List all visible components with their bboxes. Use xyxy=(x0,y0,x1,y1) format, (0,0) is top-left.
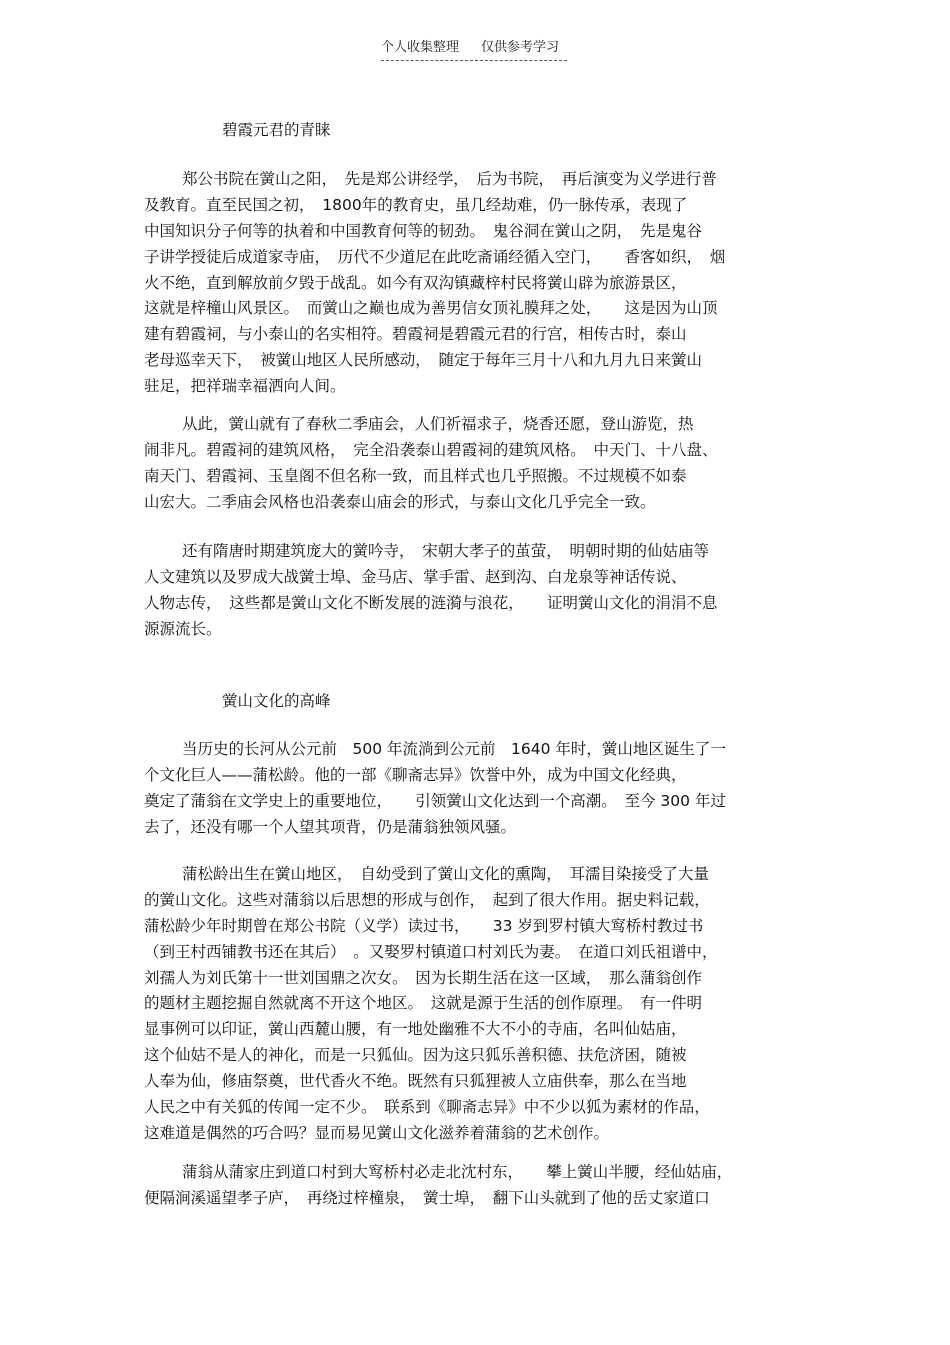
text-line: 刘孺人为刘氏第十一世刘国鼎之次女。 因为长期生活在这一区域， 那么蒲翁创作 xyxy=(144,968,703,987)
text-line: 还有隋唐时期建筑庞大的黉吟寺， 宋朝大孝子的茧萤， 明朝时期的仙姑庙等 xyxy=(182,542,710,560)
text-line: （到王村西铺教书还在其后） 。又娶罗村镇道口村刘氏为妻。 在道口刘氏祖谱中， xyxy=(144,942,718,961)
text-line: 当历史的长河从公元前 500 年流淌到公元前 1640 年时，黉山地区诞生了一 xyxy=(182,740,726,758)
text-line: 显事例可以印证，黉山西麓山腰，有一地处幽雅不大不小的寺庙，名叫仙姑庙， xyxy=(144,1020,687,1039)
text-line: 山宏大。二季庙会风格也沿袭泰山庙会的形式，与泰山文化几乎完全一致。 xyxy=(144,492,656,511)
text-line: 蒲松龄出生在黉山地区， 自幼受到了黉山文化的熏陶， 耳濡目染接受了大量 xyxy=(182,865,710,883)
section-heading: 碧霞元君的青睐 xyxy=(222,121,331,139)
text-line: 建有碧霞祠，与小泰山的名实相符。碧霞祠是碧霞元君的行宫，相传古时，泰山 xyxy=(144,325,687,344)
text-line: 驻足，把祥瑞幸福洒向人间。 xyxy=(144,377,346,396)
text-line: 蒲松龄少年时期曾在郑公书院（义学）读过书， 33 岁到罗村镇大窎桥村教过书 xyxy=(144,916,704,935)
header-left-text: 个人收集整理 xyxy=(381,40,460,55)
text-line: 人物志传， 这些都是黉山文化不断发展的涟漪与浪花， 证明黉山文化的涓涓不息 xyxy=(144,593,718,612)
text-line: 个文化巨人——蒲松龄。他的一部《聊斋志异》饮誉中外，成为中国文化经典， xyxy=(144,765,687,784)
text-line: 去了，还没有哪一个人望其项背，仍是蒲翁独领风骚。 xyxy=(144,817,517,836)
text-line: 人民之中有关狐的传闻一定不少。 联系到《聊斋志异》中不少以狐为素材的作品， xyxy=(144,1098,710,1117)
page-header xyxy=(381,38,567,61)
section-heading: 黉山文化的高峰 xyxy=(222,692,331,710)
text-line: 便隔涧溪遥望孝子庐， 再绕过梓橦泉， 黉士埠， 翻下山头就到了他的岳丈家道口 xyxy=(144,1188,710,1207)
text-line: 人文建筑以及罗成大战黉士埠、金马店、掌手雷、赵到沟、白龙泉等神话传说、 xyxy=(144,567,687,586)
text-line: 奠定了蒲翁在文学史上的重要地位， 引领黉山文化达到一个高潮。 至今 300 年过 xyxy=(144,791,726,810)
text-line: 源源流长。 xyxy=(144,619,222,638)
paragraph xyxy=(144,412,809,516)
text-line: 及教育。直至民国之初， 1800年的教育史，虽几经劫难，仍一脉传承，表现了 xyxy=(144,195,688,214)
text-line: 从此，黉山就有了春秋二季庙会，人们祈福求子，烧香还愿，登山游览，热 xyxy=(182,415,694,433)
paragraph xyxy=(144,167,809,400)
paragraph xyxy=(144,539,809,643)
header-right-text: 仅供参考学习 xyxy=(481,40,560,55)
text-line: 这就是梓橦山风景区。 而黉山之巅也成为善男信女顶礼膜拜之处， 这是因为山顶 xyxy=(144,299,718,318)
text-line: 郑公书院在黉山之阳， 先是郑公讲经学， 后为书院， 再后演变为义学进行普 xyxy=(182,170,717,188)
text-line: 这难道是偶然的巧合吗？显而易见黉山文化滋养着蒲翁的艺术创作。 xyxy=(144,1123,610,1142)
paragraph xyxy=(144,862,809,1147)
text-line: 南天门、碧霞祠、玉皇阁不但名称一致，而且样式也几乎照搬。不过规模不如泰 xyxy=(144,466,687,485)
text-line: 老母巡幸天下， 被黉山地区人民所感动， 随定于每年三月十八和九月九日来黉山 xyxy=(144,351,703,370)
text-line: 子讲学授徒后成道家寺庙， 历代不少道尼在此吃斋诵经循入空门， 香客如织， 烟 xyxy=(144,247,726,266)
paragraph xyxy=(144,1160,809,1212)
text-line: 的题材主题挖掘自然就离不开这个地区。 这就是源于生活的创作原理。 有一件明 xyxy=(144,994,703,1013)
paragraph xyxy=(144,737,809,841)
text-line: 火不绝，直到解放前夕毁于战乱。如今有双沟镇藏梓村民将黉山辟为旅游景区， xyxy=(144,273,687,292)
text-line: 蒲翁从蒲家庄到道口村到大窎桥村必走北沈村东， 攀上黉山半腰，经仙姑庙， xyxy=(182,1163,733,1181)
text-line: 中国知识分子何等的执着和中国教育何等的韧劲。 鬼谷洞在黉山之阴， 先是鬼谷 xyxy=(144,221,703,240)
text-line: 的黉山文化。这些对蒲翁以后思想的形成与创作， 起到了很大作用。据史料记载， xyxy=(144,890,710,909)
text-line: 这个仙姑不是人的神化，而是一只狐仙。因为这只狐乐善积德、扶危济困，随被 xyxy=(144,1046,687,1065)
text-line: 人奉为仙，修庙祭奠，世代香火不绝。既然有只狐狸被人立庙供奉，那么在当地 xyxy=(144,1072,687,1091)
text-line: 闹非凡。碧霞祠的建筑风格， 完全沿袭泰山碧霞祠的建筑风格。 中天门、十八盘、 xyxy=(144,440,718,459)
